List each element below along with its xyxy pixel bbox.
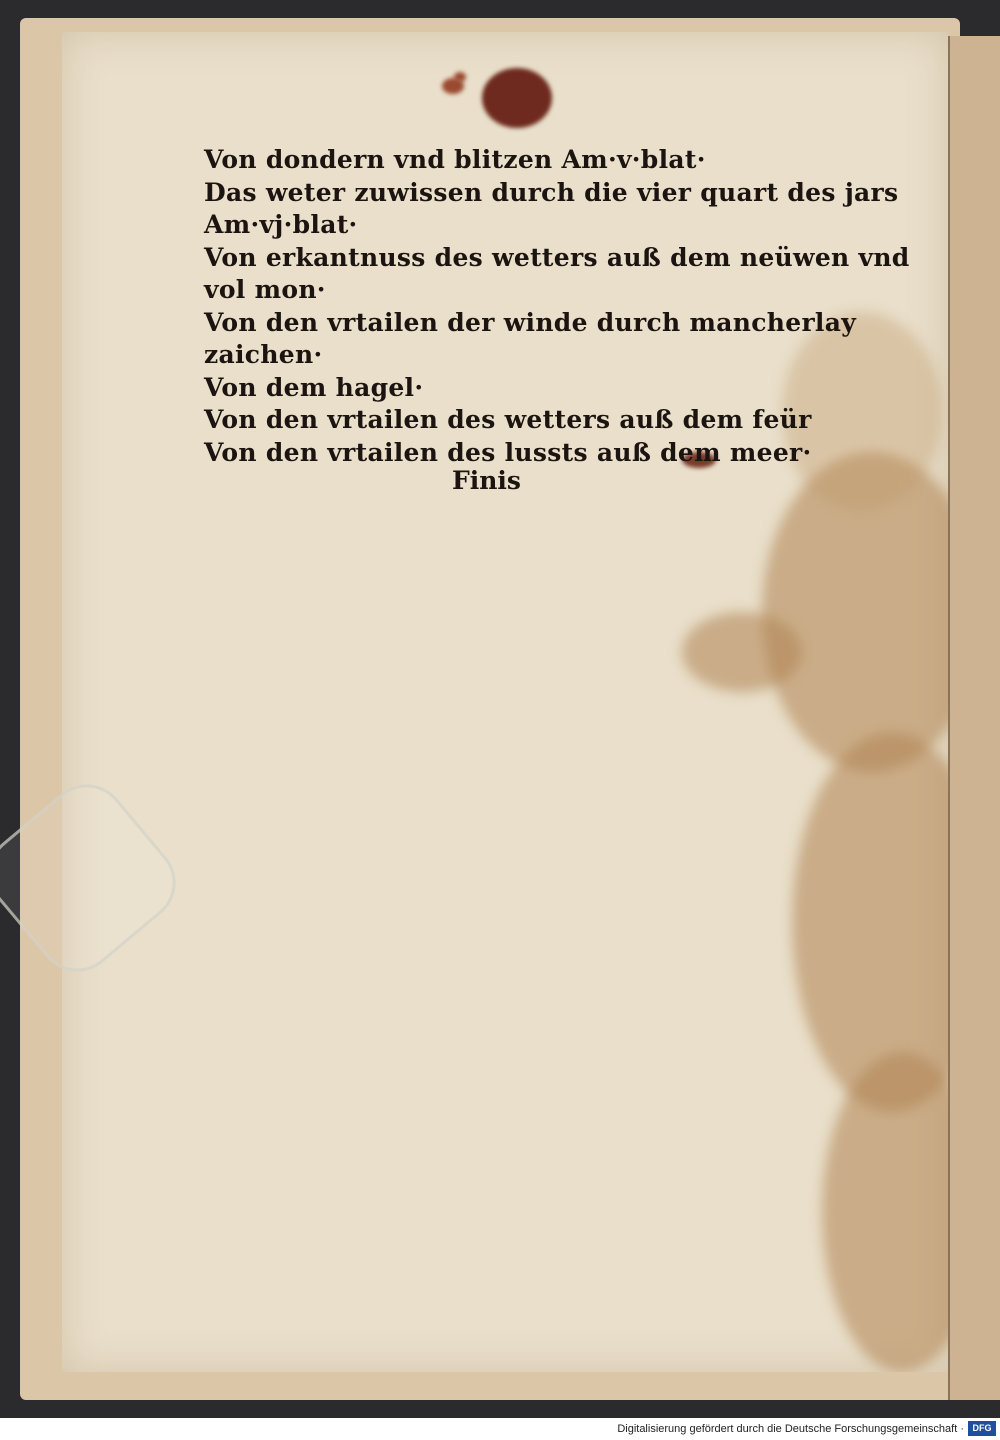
water-stain [682, 612, 802, 692]
funding-credit: Digitalisierung gefördert durch die Deutsche Forschungsgemeinschaft · [617, 1423, 964, 1435]
text-line: Von den vrtailen der winde durch mancherlay [204, 307, 857, 337]
finis-text: Finis [452, 466, 521, 495]
book-page [62, 32, 948, 1372]
footer-bar [0, 1418, 1000, 1440]
text-line: Von erkantnuss des wetters auß dem neüwen vnd [204, 242, 910, 272]
ink-spot [454, 72, 466, 82]
text-line: Das weter zuwissen durch die vier quart des jars [204, 177, 899, 207]
text-line: vol mon· [204, 275, 326, 304]
text-line: Am·vj·blat· [204, 210, 358, 239]
ink-spot [482, 68, 552, 128]
facing-page-edge [948, 36, 1000, 1400]
dfg-logo: DFG [968, 1421, 996, 1436]
water-stain [822, 1052, 948, 1372]
text-line: Von den vrtailen des lussts auß dem meer· [204, 437, 812, 467]
text-line: Von den vrtailen des wetters auß dem feür [204, 405, 812, 434]
text-line: Von dondern vnd blitzen Am·v·blat· [204, 145, 706, 174]
text-line: Von dem hagel· [204, 372, 424, 402]
text-line: zaichen· [204, 340, 323, 369]
water-stain [792, 732, 948, 1112]
table-of-contents-text [204, 144, 910, 469]
